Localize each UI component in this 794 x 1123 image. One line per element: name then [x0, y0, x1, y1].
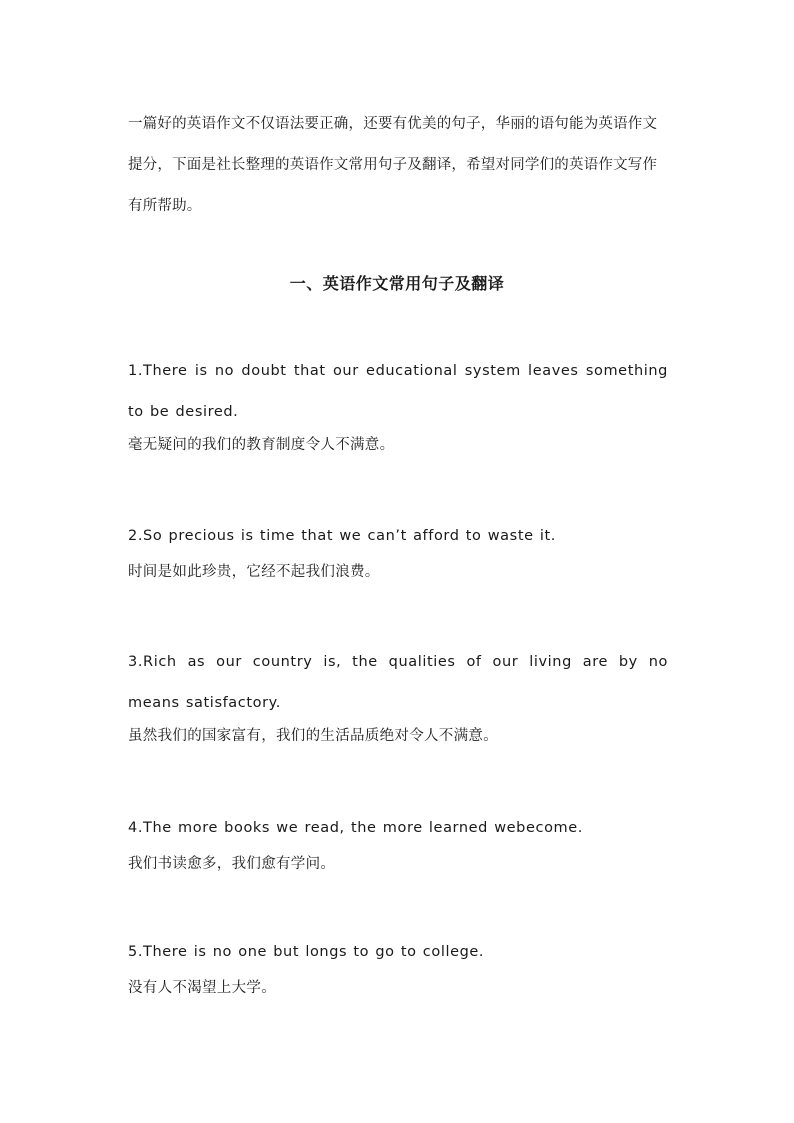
chinese-translation: 虽然我们的国家富有，我们的生活品质绝对令人不满意。: [128, 728, 498, 744]
english-sentence: 1.There is no doubt that our educational system leaves something to be desired.: [128, 363, 668, 420]
sentence-entry: [128, 808, 668, 876]
english-sentence: 2.So precious is time that we can’t afford to waste it.: [128, 528, 556, 544]
chinese-translation: 没有人不渴望上大学。: [128, 980, 276, 996]
chinese-translation: 毫无疑问的我们的教育制度令人不满意。: [128, 437, 395, 453]
section-heading: 一、英语作文常用句子及翻译: [289, 274, 505, 293]
english-sentence: 4.The more books we read, the more learned webecome.: [128, 820, 583, 836]
sentence-entry: [128, 642, 668, 748]
sentence-entry: [128, 932, 668, 1000]
sentence-entry: [128, 516, 668, 584]
sentence-entry: [128, 351, 668, 457]
intro-paragraph: 一篇好的英语作文不仅语法要正确，还要有优美的句子，华丽的语句能为英语作文提分，下面是社长整理的英语作文常用句子及翻译，希望对同学们的英语作文写作有所帮助。: [128, 116, 658, 214]
english-sentence: 3.Rich as our country is, the qualities of our living are by no means satisfactory.: [128, 654, 668, 711]
chinese-translation: 我们书读愈多，我们愈有学问。: [128, 856, 336, 872]
english-sentence: 5.There is no one but longs to go to college.: [128, 944, 485, 960]
chinese-translation: 时间是如此珍贵，它经不起我们浪费。: [128, 564, 380, 580]
